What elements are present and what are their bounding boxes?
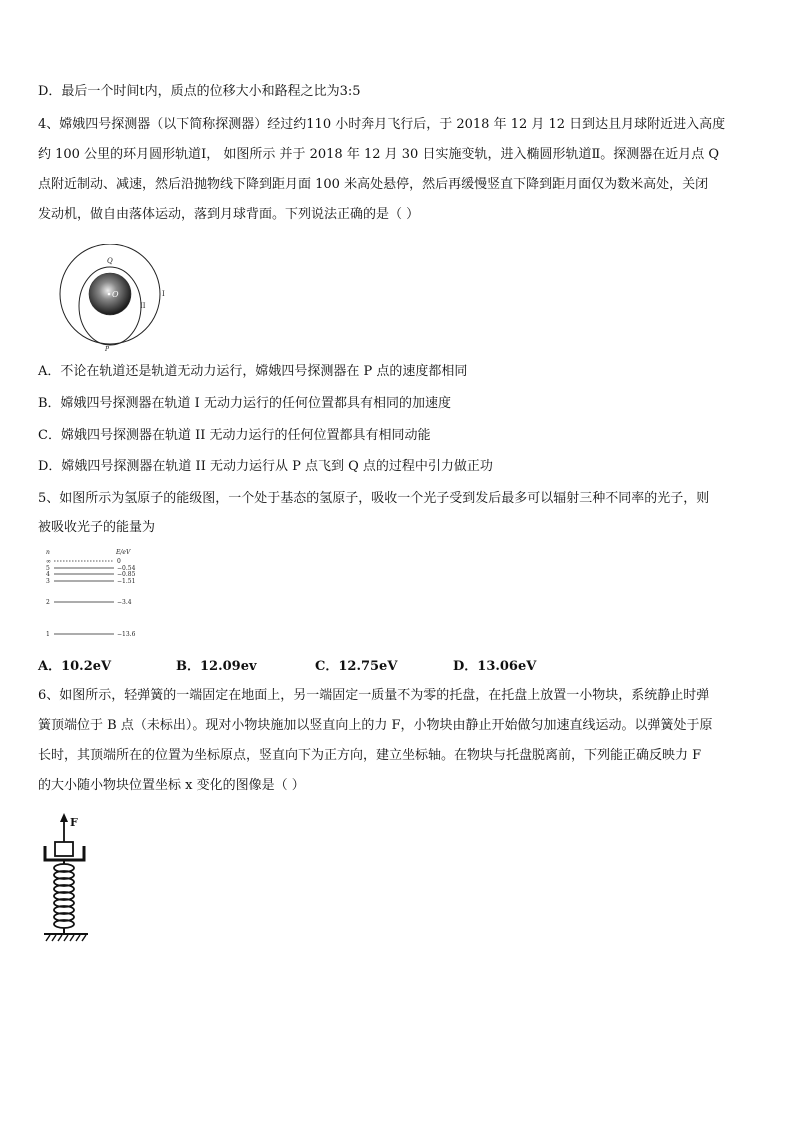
level-n-3: 3 xyxy=(46,578,50,585)
level-n-inf: ∞ xyxy=(46,558,51,565)
level-n-1: 1 xyxy=(46,631,50,638)
q6-line-3: 长时，其顶端所在的位置为坐标原点，竖直向下为正方向，建立坐标轴。在物块与托盘脱离前，下列能正确反映力 F xyxy=(38,748,702,763)
e-header: E/eV xyxy=(116,549,131,556)
level-e-4: −0.85 xyxy=(117,571,136,578)
q4-line-1: 4、嫦娥四号探测器（以下简称探测器）经过约110 小时奔月飞行后，于 2018 年 12 月 12 日到达且月球附近进入高度 xyxy=(38,117,726,132)
q4-line-2: 约 100 公里的环月圆形轨道Ⅰ， 如图所示 并于 2018 年 12 月 30 日实施变轨，进入椭圆形轨道Ⅱ。探测器在近月点 Q xyxy=(38,147,720,162)
q6-line-4: 的大小随小物块位置坐标 x 变化的图像是（ ） xyxy=(38,778,305,793)
level-e-1: −13.6 xyxy=(117,631,136,638)
q4-option-b: B．嫦娥四号探测器在轨道 I 无动力运行的任何位置都具有相同的加速度 xyxy=(38,396,451,411)
level-n-2: 2 xyxy=(46,599,50,606)
center-dot xyxy=(108,293,111,296)
ground xyxy=(44,934,88,941)
label-i: I xyxy=(162,290,165,298)
q5-line-1: 5、如图所示为氢原子的能级图，一个处于基态的氢原子，吸收一个光子受到发后最多可以辐射三种不同率的光子，则 xyxy=(38,491,710,506)
spring-figure xyxy=(38,812,98,944)
n-header: n xyxy=(46,549,50,556)
level-e-2: −3.4 xyxy=(117,599,132,606)
q4-orbit-figure xyxy=(52,244,184,352)
q4-option-a: A．不论在轨道还是轨道无动力运行，嫦娥四号探测器在 P 点的速度都相同 xyxy=(38,364,468,379)
q5-option-b: B．12.09ev xyxy=(176,659,257,674)
q4-line-3: 点附近制动、减速，然后沿抛物线下降到距月面 100 米高处悬停，然后再缓慢竖直下降到距月面仅为数米高处，关闭 xyxy=(38,177,709,192)
level-e-inf: 0 xyxy=(117,558,121,565)
q6-line-2: 簧顶端位于 B 点（未标出）。现对小物块施加以竖直向上的力 F，小物块由静止开始做匀加速直线运动。以弹簧处于原 xyxy=(38,718,713,733)
level-n-5: 5 xyxy=(46,565,50,572)
energy-level-diagram xyxy=(42,546,152,642)
q6-line-1: 6、如图所示，轻弹簧的一端固定在地面上，另一端固定一质量不为零的托盘，在托盘上放置一小物块，系统静止时弹 xyxy=(38,688,710,703)
block xyxy=(55,842,73,856)
prev-option-d: D．最后一个时间t内，质点的位移大小和路程之比为3:5 xyxy=(38,84,361,99)
q4-line-4: 发动机，做自由落体运动，落到月球背面。下列说法正确的是（ ） xyxy=(38,207,420,222)
label-f: F xyxy=(70,816,78,829)
spring xyxy=(54,864,74,928)
q5-option-d: D．13.06eV xyxy=(453,659,537,674)
level-n-4: 4 xyxy=(46,571,50,578)
q5-option-c: C．12.75eV xyxy=(315,659,398,674)
force-arrow-head xyxy=(60,813,68,822)
label-p: P xyxy=(105,346,110,352)
label-o: O xyxy=(112,290,119,299)
q5-line-2: 被吸收光子的能量为 xyxy=(38,520,156,535)
q4-option-d: D．嫦娥四号探测器在轨道 II 无动力运行从 P 点飞到 Q 点的过程中引力做正功 xyxy=(38,459,493,474)
q5-option-a: A．10.2eV xyxy=(38,659,112,674)
label-q: Q xyxy=(107,257,113,265)
level-e-5: −0.54 xyxy=(117,565,136,572)
level-e-3: −1.51 xyxy=(117,578,136,585)
label-ii: II xyxy=(140,302,146,310)
q4-option-c: C．嫦娥四号探测器在轨道 II 无动力运行的任何位置都具有相同动能 xyxy=(38,428,431,443)
